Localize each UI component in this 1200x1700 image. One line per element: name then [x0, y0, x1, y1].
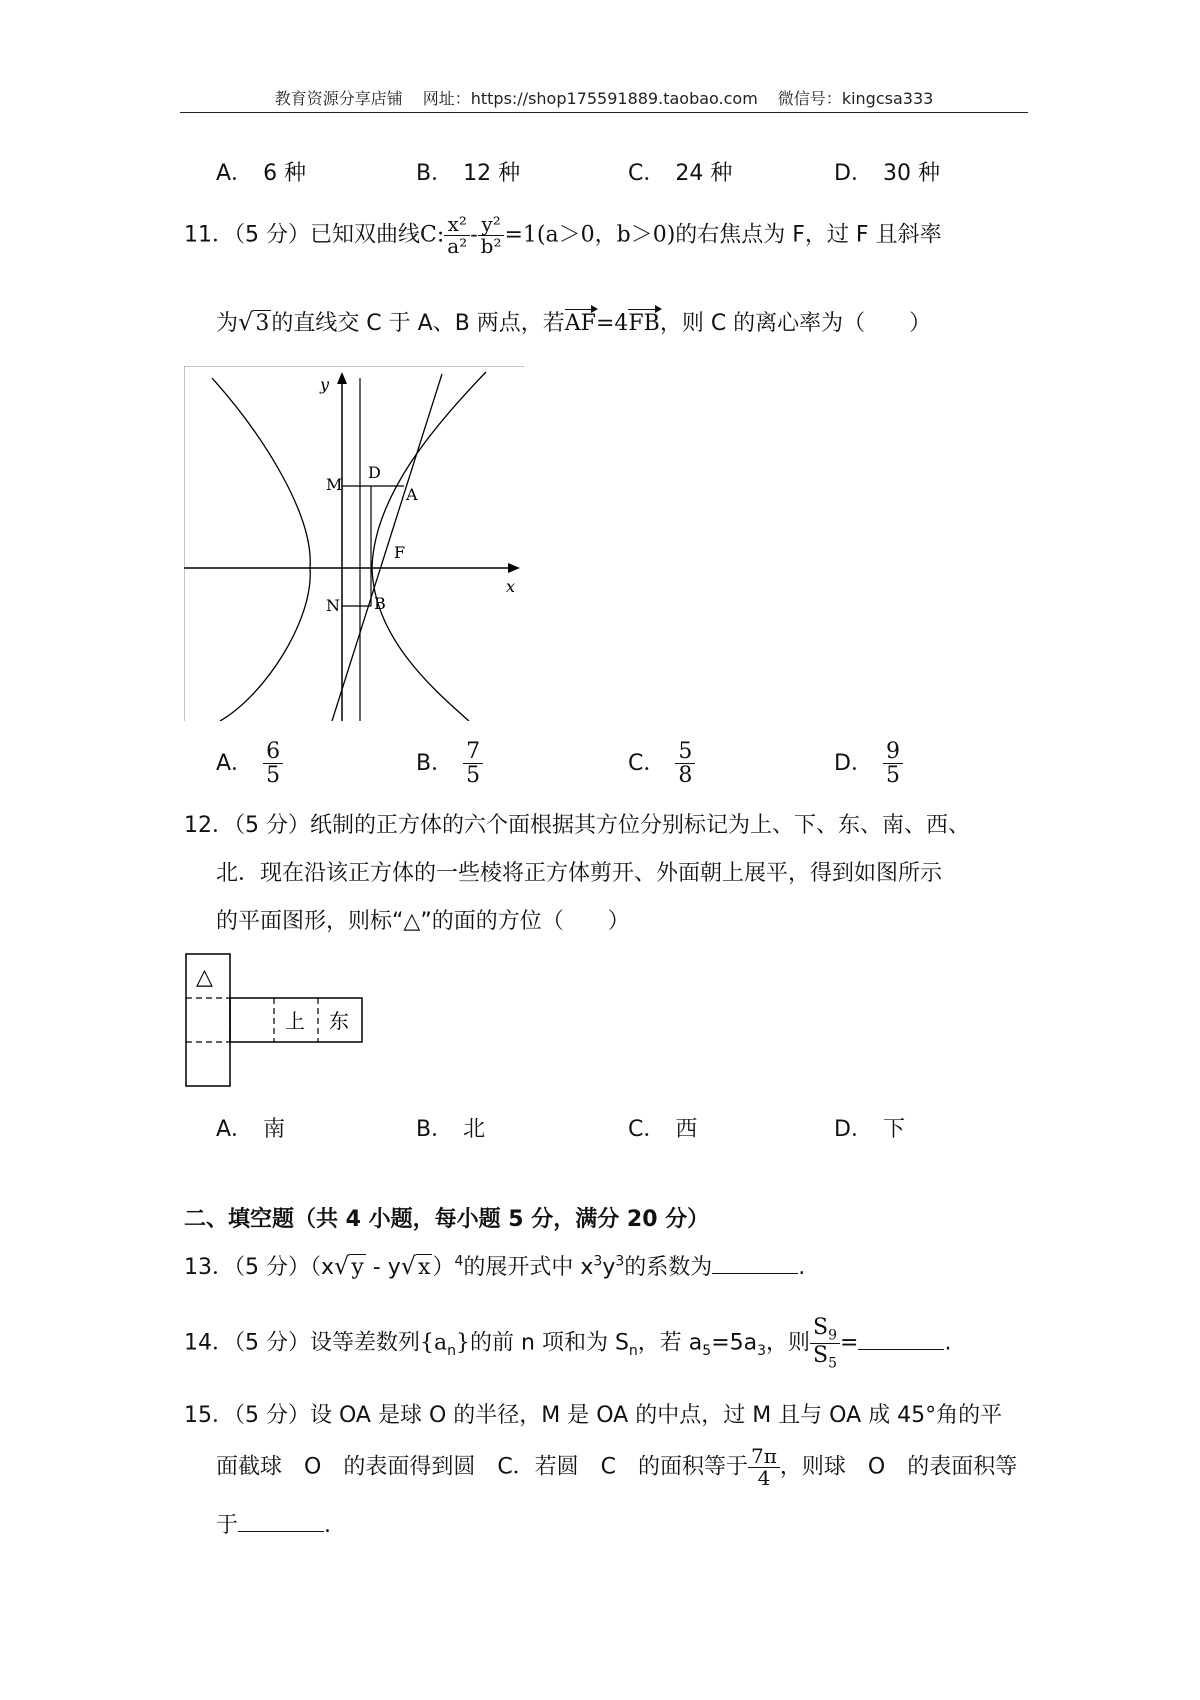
q10-option-d: D． 30 种 — [834, 161, 940, 186]
q12-option-d: D． 下 — [834, 1117, 905, 1142]
net-triangle-face: △ — [196, 965, 213, 990]
label-x: x — [506, 577, 516, 596]
q12-line1: 12．（5 分）纸制的正方体的六个面根据其方位分别标记为上、下、东、南、西、 — [184, 813, 971, 838]
shop-name: 教育资源分享店铺 — [274, 89, 403, 108]
label-d: D — [368, 463, 381, 482]
q14-fraction: $\frac{S_9}{S_5}$ — [810, 1316, 840, 1371]
label-m: M — [326, 475, 343, 494]
header-divider — [180, 112, 1028, 113]
q12-option-b: B． 北 — [416, 1117, 486, 1142]
net-top-face: 上 — [285, 1009, 305, 1033]
q15-line3: 于 . — [216, 1513, 332, 1538]
q12-line3: 的平面图形，则标“△”的面的方位（ ） — [216, 909, 630, 934]
q11-option-c: C． $\frac{5}{8}$ — [628, 740, 695, 787]
vector-fb: FB — [628, 311, 660, 336]
q12-options — [216, 1112, 976, 1152]
q11-line2: 为√3的直线交 C 于 A、B 两点，若AF=4FB，则 C 的离心率为（ ） — [216, 308, 932, 336]
q11-option-b: B． $\frac{7}{5}$ — [416, 740, 483, 787]
q11-frac-x: $\frac{\text{x²}}{\text{a²}}$ — [444, 214, 470, 257]
label-f: F — [394, 543, 406, 562]
answer-blank — [238, 1513, 324, 1532]
hyperbola-figure — [184, 366, 524, 721]
answer-blank — [712, 1255, 798, 1274]
q10-option-a: A． 6 种 — [216, 161, 307, 186]
section-title: 二、填空题（共 4 小题，每小题 5 分，满分 20 分） — [184, 1207, 710, 1232]
q15-line2: 面截球 O 的表面得到圆 C．若圆 C 的面积等于 $\frac{7\pi}{4}$ ，则球 O 的表面积等 — [216, 1444, 1018, 1490]
q15-line1: 15．（5 分）设 OA 是球 O 的半径，M 是 OA 的中点，过 M 且与 OA 成 45°角的平 — [184, 1403, 1003, 1428]
q15-fraction: $\frac{7\pi}{4}$ — [748, 1446, 780, 1489]
q11-frac-y: $\frac{\text{y²}}{\text{b²}}$ — [478, 214, 505, 257]
page-header — [180, 86, 1028, 109]
q10-option-c: C． 24 种 — [628, 161, 733, 186]
sqrt-y: √y — [334, 1252, 364, 1280]
vector-af: AF — [564, 311, 596, 336]
label-b: B — [374, 594, 386, 613]
q13-line: 13．（5 分）（x√y - y√x）$^4$的展开式中 $x^3y^3$的系数为 . — [184, 1252, 806, 1280]
q12-option-a: A． 南 — [216, 1117, 286, 1142]
q11-options — [216, 740, 976, 800]
sqrt-3: √3 — [238, 308, 270, 336]
label-a: A — [406, 485, 418, 504]
cube-net-figure — [184, 952, 374, 1092]
label-y: y — [320, 375, 330, 394]
sqrt-x: √x — [400, 1252, 431, 1280]
q10-options — [216, 156, 976, 196]
q11-option-d: D． $\frac{9}{5}$ — [834, 740, 903, 787]
answer-blank — [858, 1331, 944, 1350]
q12-option-c: C． 西 — [628, 1117, 698, 1142]
q14-line: 14．（5 分）设等差数列$\{a_n\}$的前 n 项和为 $S_n$，若 $a_5=5a_3$，则 $\frac{S_9}{S_5}$ = . — [184, 1315, 952, 1372]
label-n: N — [326, 596, 340, 615]
net-east-face: 东 — [329, 1009, 349, 1033]
q10-option-b: B． 12 种 — [416, 161, 521, 186]
url-text: 网址：https://shop175591889.taobao.com — [422, 89, 758, 108]
wechat-text: 微信号：kingcsa333 — [777, 89, 934, 108]
q12-line2: 北．现在沿该正方体的一些棱将正方体剪开、外面朝上展平，得到如图所示 — [216, 861, 943, 886]
q11-line1: 11．（5 分）已知双曲线C: $\frac{\text{x²}}{\text{a²}}$ - $\frac{\text{y²}}{\text{b²}}$ =1(a＞0，b＞0)的右焦点为 F，过 F 且斜率 — [184, 212, 942, 258]
q11-option-a: A． $\frac{6}{5}$ — [216, 740, 283, 787]
